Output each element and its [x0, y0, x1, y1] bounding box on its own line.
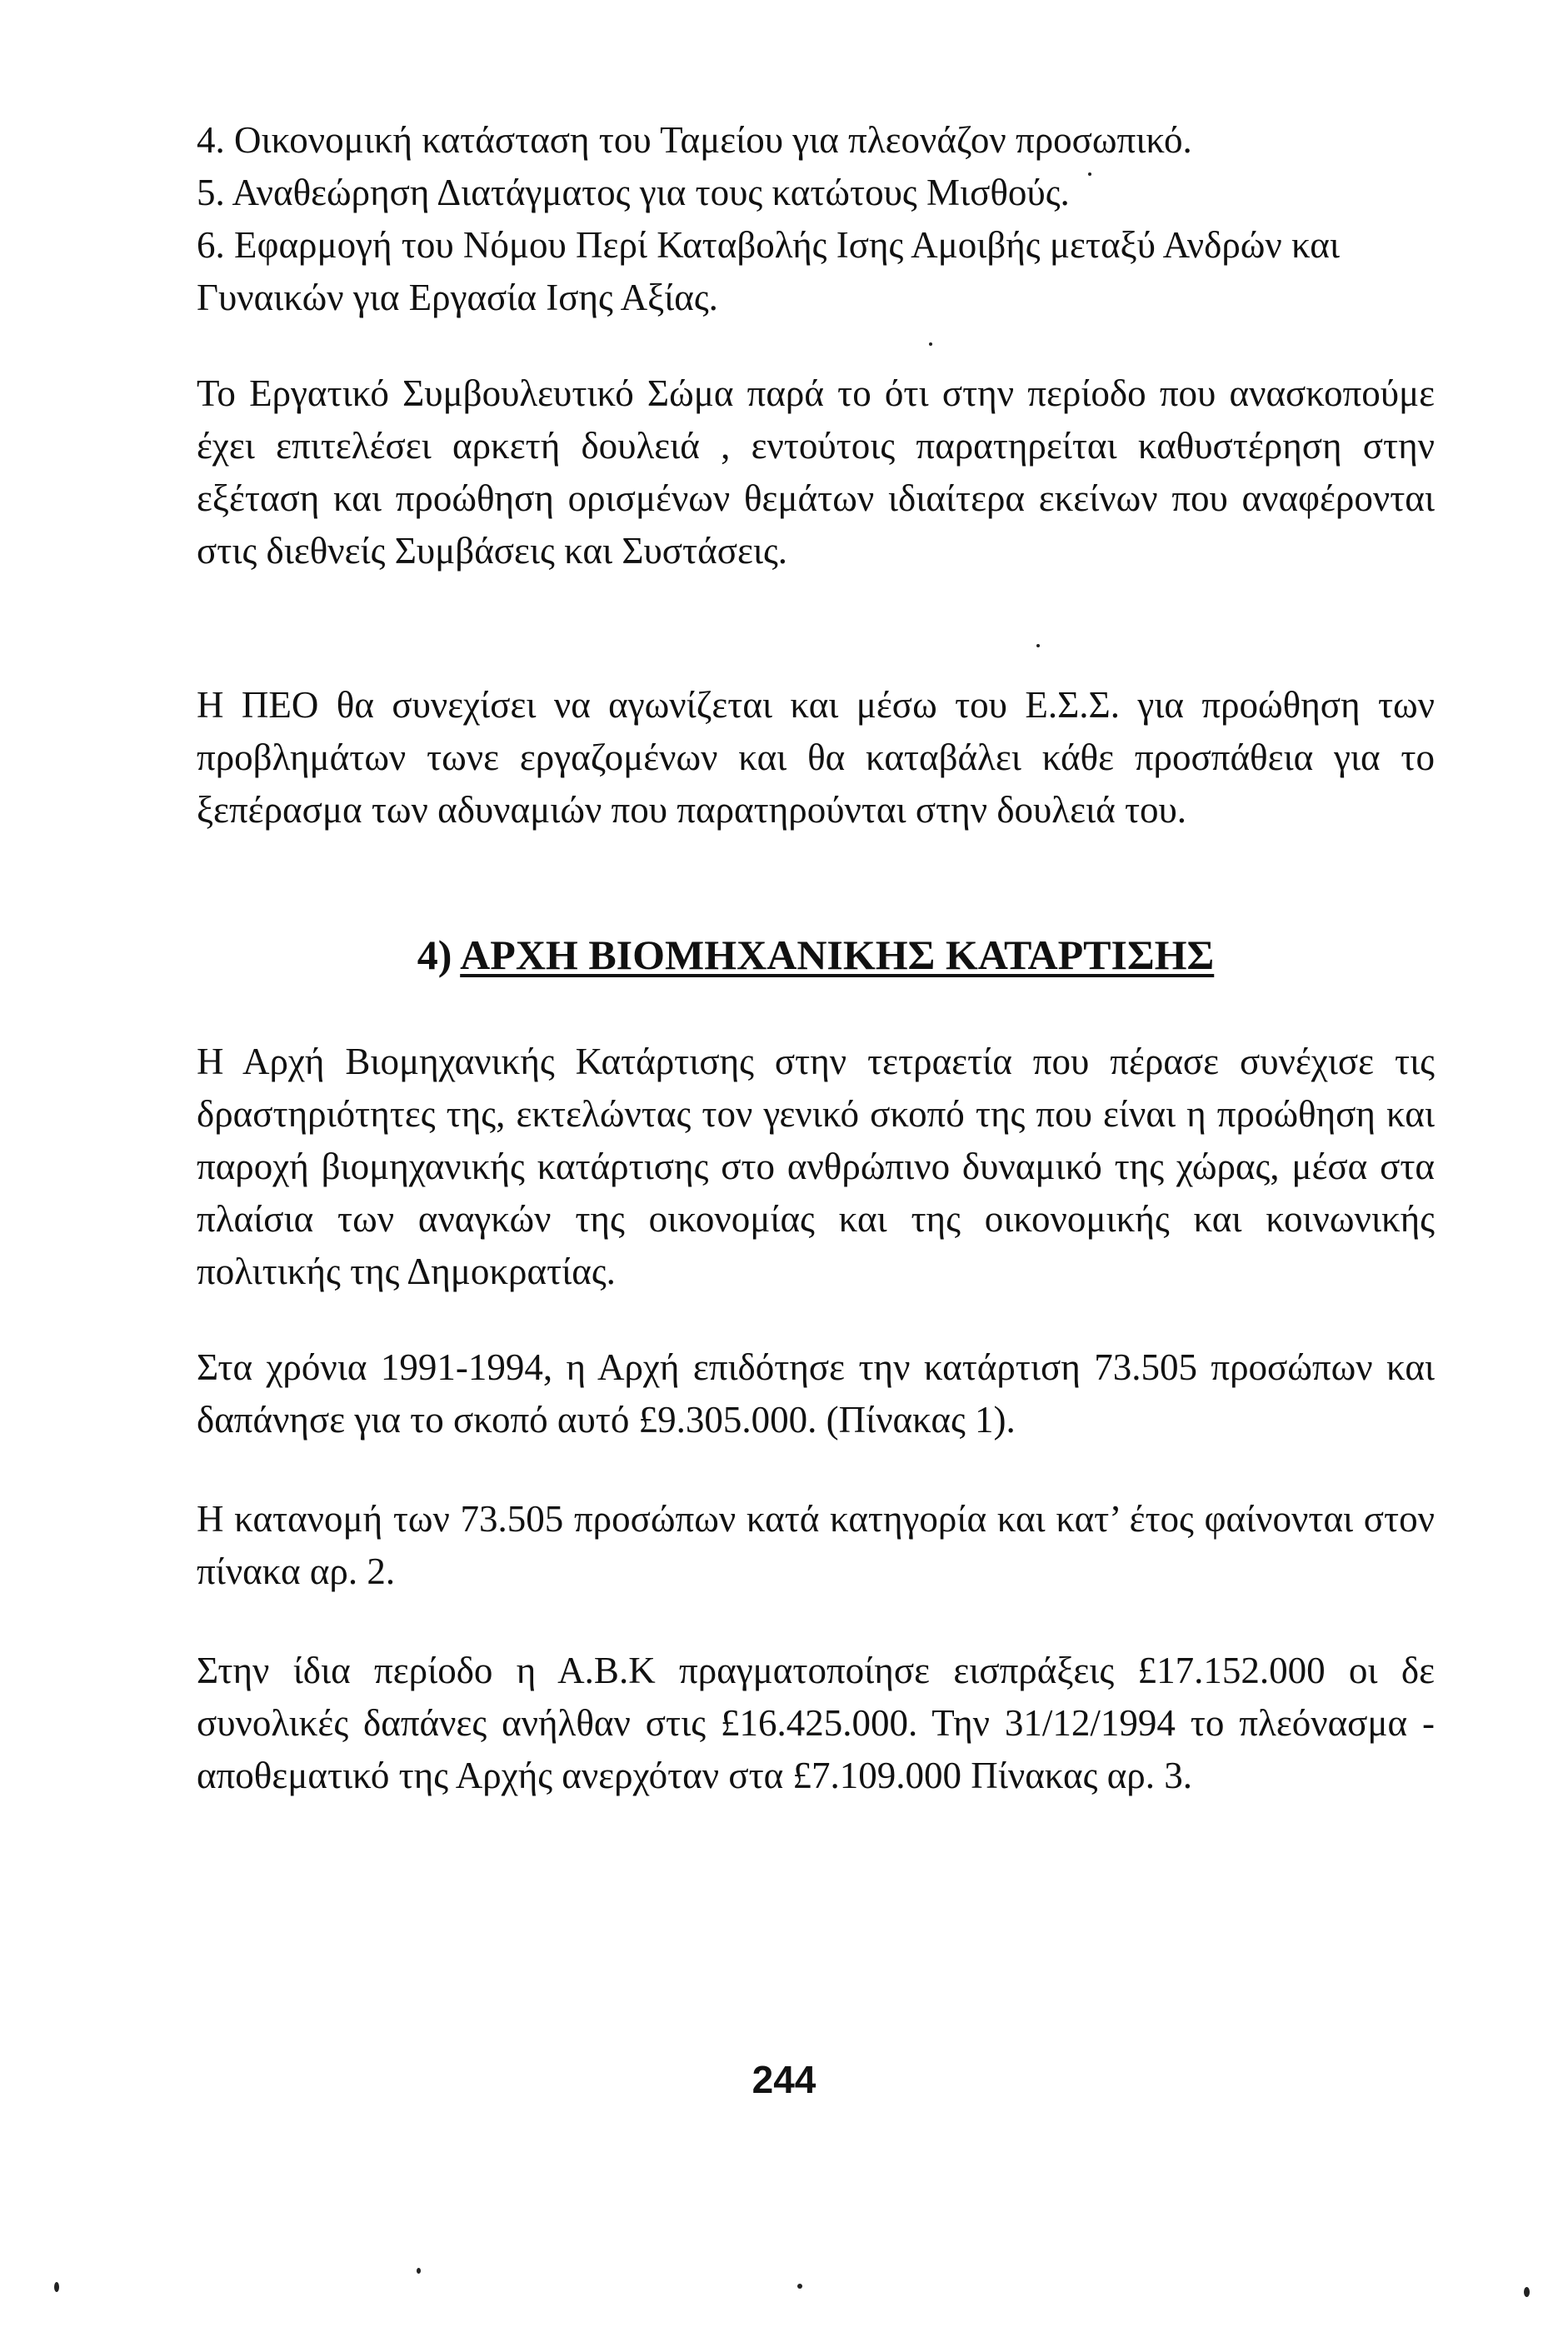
scan-speck — [1524, 2287, 1530, 2297]
paragraph-peo — [197, 679, 1435, 836]
paragraph-text: Το Εργατικό Συμβουλευτικό Σώμα παρά το ότι στην περίοδο που ανασκοπούμε έχει επιτελέσει αρκετή δουλειά , εντούτοις παρατηρείται καθυστέρηση στην εξέταση και προώθηση ορισμένων θεμάτων ιδιαίτερα εκείνων που αναφέρονται στις διεθνείς Συμβάσεις και Συστάσεις. — [197, 372, 1435, 572]
paragraph-labour-advisory-body — [197, 367, 1435, 577]
section-heading-number: 4) — [417, 931, 452, 978]
paragraph-industrial-training-authority — [197, 1036, 1435, 1298]
paragraph-distribution — [197, 1493, 1435, 1598]
scan-speck — [797, 2284, 802, 2289]
section-heading — [197, 926, 1435, 984]
scan-speck — [54, 2282, 59, 2292]
paragraph-training-subsidies — [197, 1341, 1435, 1446]
list-item-4: 4. Οικονομική κατάσταση του Ταμείου για πλεονάζον προσωπικό. — [197, 119, 1192, 161]
numbered-list — [197, 114, 1435, 324]
list-item-5: 5. Αναθεώρηση Διατάγματος για τους κατώτους Μισθούς. — [197, 172, 1070, 213]
paragraph-finances — [197, 1645, 1435, 1802]
paragraph-text: Στα χρόνια 1991-1994, η Αρχή επιδότησε την κατάρτιση 73.505 προσώπων και δαπάνησε για το σκοπό αυτό £9.305.000. (Πίνακας 1). — [197, 1346, 1435, 1441]
section-heading-title: ΑΡΧΗ ΒΙΟΜΗΧΑΝΙΚΗΣ ΚΑΤΑΡΤΙΣΗΣ — [460, 931, 1215, 978]
page-number: 244 — [752, 2058, 816, 2101]
scan-speck — [929, 342, 932, 346]
scan-speck — [1036, 644, 1040, 647]
paragraph-text: Η Αρχή Βιομηχανικής Κατάρτισης στην τετραετία που πέρασε συνέχισε τις δραστηριότητες της, εκτελώντας τον γενικό σκοπό της που είναι η προώθηση και παροχή βιομηχανικής κατάρτισης στο ανθρώπινο δυναμικό της χώρας, μέσα στα πλαίσια των αναγκών της οικονομίας και της οικονομικής και κοινωνικής πολιτικής της Δημοκρατίας. — [197, 1041, 1435, 1292]
list-item-6: 6. Εφαρμογή του Νόμου Περί Καταβολής Ισης Αμοιβής μεταξύ Ανδρών και Γυναικών για Εργασία Ισης Αξίας. — [197, 224, 1340, 318]
paragraph-text: Η ΠΕΟ θα συνεχίσει να αγωνίζεται και μέσω του Ε.Σ.Σ. για προώθηση των προβλημάτων τωνε εργαζομένων και θα καταβάλει κάθε προσπάθεια για το ξεπέρασμα των αδυναμιών που παρατηρούνται στην δουλειά του. — [197, 684, 1435, 831]
scan-speck — [417, 2268, 421, 2274]
paragraph-text: Η κατανομή των 73.505 προσώπων κατά κατηγορία και κατ’ έτος φαίνονται στον πίνακα αρ. 2. — [197, 1498, 1435, 1592]
paragraph-text: Στην ίδια περίοδο η Α.Β.Κ πραγματοποίησε εισπράξεις £17.152.000 οι δε συνολικές δαπάνες ανήλθαν στις £16.425.000. Την 31/12/1994 το πλεόνασμα - αποθεματικό της Αρχής ανερχόταν στα £7.109.000 Πίνακας αρ. 3. — [197, 1650, 1435, 1796]
scan-speck — [1088, 172, 1091, 176]
